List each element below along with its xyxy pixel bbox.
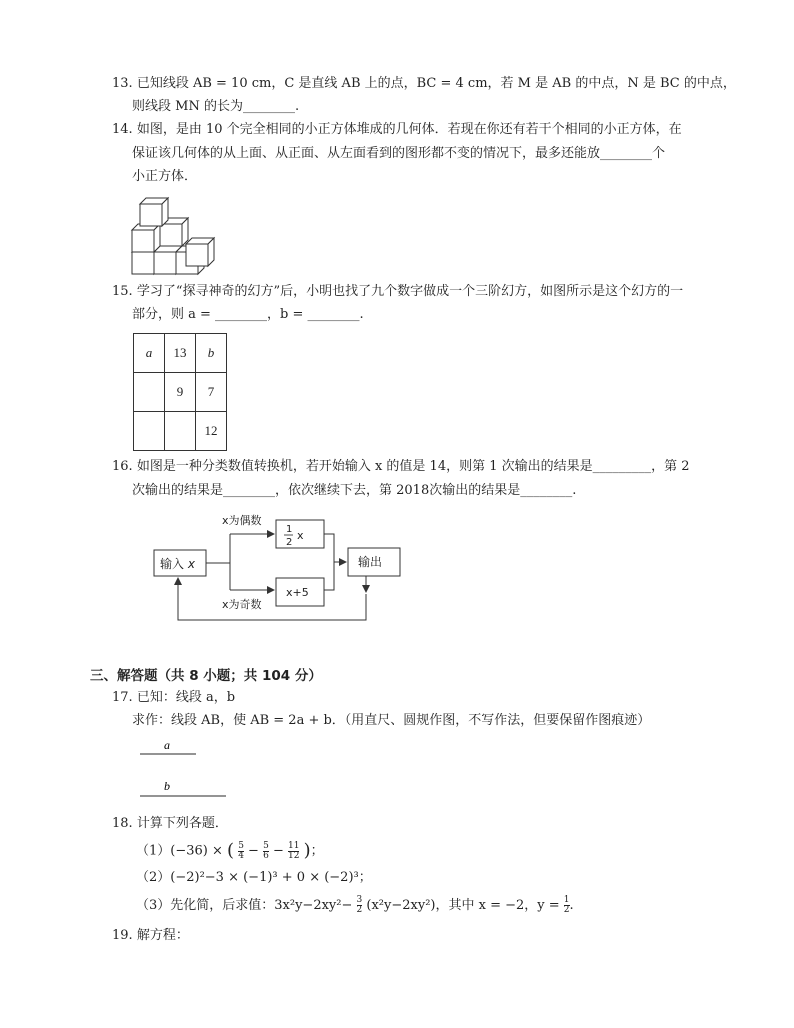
half-numerator: 1 [286, 524, 293, 535]
q14-line1 [112, 121, 682, 139]
question-text: 已知：线段 a，b [136, 690, 236, 705]
cube [186, 238, 214, 266]
cube [140, 198, 168, 226]
half-var: x [297, 529, 304, 542]
q18-line1 [112, 815, 228, 833]
table-cell: b [196, 334, 227, 373]
fraction: $\frac{5}{6}$ [263, 840, 269, 861]
question-number: 15. [112, 284, 133, 299]
magic-square-table [133, 333, 227, 451]
q14-line2: 保证该几何体的从上面、从正面、从左面看到的图形都不变的情况下，最多还能放________个 [132, 146, 666, 161]
question-text: 学习了“探寻神奇的幻方”后，小明也找了九个数字做成一个三阶幻方，如图所示是这个幻方的一 [136, 284, 684, 299]
table-cell: 12 [196, 412, 227, 451]
question-number: 17. [112, 690, 133, 705]
table-cell [134, 373, 165, 412]
question-number: 19. [112, 928, 133, 943]
question-text: 已知线段 AB = 10 cm，C 是直线 AB 上的点，BC = 4 cm，若 M 是 AB 的中点，N 是 BC 的中点， [136, 76, 736, 91]
q15-line1 [112, 283, 683, 301]
question-text: 如图，是由 10 个完全相同的小正方体堆成的几何体．若现在你还有若干个相同的小正方体，在 [136, 122, 682, 137]
fraction: $\frac{11}{12}$ [288, 840, 300, 861]
table-cell [165, 412, 196, 451]
q16-line2: 次输出的结果是________，依次继续下去，第 2018次输出的结果是________. [132, 483, 577, 498]
segments-figure [138, 738, 238, 802]
question-number: 18. [112, 816, 133, 831]
half-denominator: 2 [286, 537, 293, 548]
q18-part2: （2）(−2)²−3 × (−1)³ + 0 × (−2)³； [136, 870, 372, 885]
q19-line1 [112, 927, 189, 945]
input-label: 输入 x [160, 557, 195, 571]
table-row [134, 334, 227, 373]
segment-b-label: b [164, 779, 170, 793]
table-cell: 13 [165, 334, 196, 373]
q15-line2: 部分，则 a = ________，b = ________. [132, 307, 364, 322]
even-label: x为偶数 [222, 514, 262, 527]
q13-line2: 则线段 MN 的长为________. [132, 99, 300, 114]
table-cell: 7 [196, 373, 227, 412]
q13-line1 [112, 75, 736, 93]
fraction: $\frac{3}{2}$ [356, 895, 363, 915]
table-cell [134, 412, 165, 451]
fraction: $\frac{1}{2}$ [563, 895, 570, 915]
table-cell: a [134, 334, 165, 373]
flow-line [324, 534, 334, 590]
output-label: 输出 [358, 555, 383, 569]
cube-stack-figure [128, 194, 218, 276]
conversion-flowchart [150, 512, 410, 630]
loop-back-arrow [178, 578, 366, 620]
fraction: $\frac{5}{4}$ [238, 840, 244, 861]
q18-part1: （1）(−36) × ( $\frac{5}{4}$ − $\frac{5}{6}$ − $\frac{11}{12}$ )； [136, 840, 324, 861]
q16-line1 [112, 458, 690, 476]
cube [132, 224, 160, 252]
question-text: 解方程： [136, 928, 189, 943]
q17-line2: 求作：线段 AB，使 AB = 2a + b．（用直尺、圆规作图，不写作法，但要保留作图痕迹） [132, 713, 651, 728]
question-number: 14. [112, 122, 133, 137]
question-number: 16. [112, 459, 133, 474]
table-row [134, 412, 227, 451]
q18-part3: （3）先化简，后求值：3x²y−2xy²− $\frac{3}{2}$ (x²y−2xy²)，其中 x = −2，y = $\frac{1}{2}$ . [136, 895, 574, 915]
table-cell: 9 [165, 373, 196, 412]
section-heading: 三、解答题（共 8 小题；共 104 分） [90, 668, 322, 684]
odd-label: x为奇数 [222, 598, 262, 611]
question-text: 计算下列各题． [136, 816, 228, 831]
question-text: 如图是一种分类数值转换机，若开始输入 x 的值是 14，则第 1 次输出的结果是_________，第 2 [136, 459, 690, 474]
plus5-label: x+5 [286, 586, 309, 599]
question-number: 13. [112, 76, 133, 91]
q17-line1 [112, 689, 235, 707]
table-row [134, 373, 227, 412]
q14-line3: 小正方体． [132, 169, 198, 184]
segment-a-label: a [164, 738, 170, 752]
